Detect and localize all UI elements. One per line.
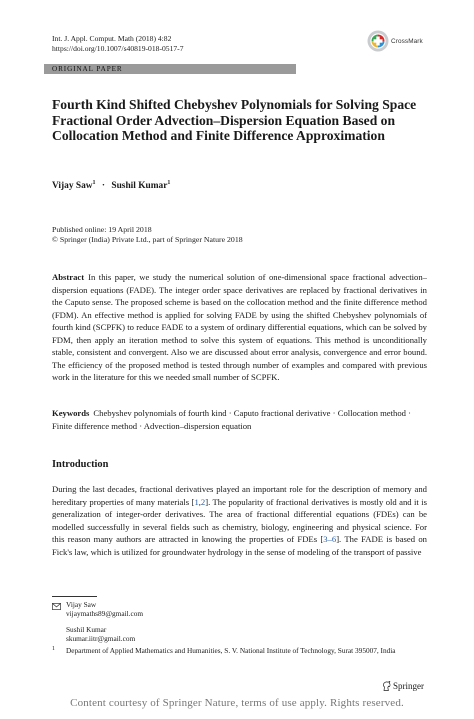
- keywords-label: Keywords: [52, 408, 90, 418]
- author-name[interactable]: Sushil Kumar: [111, 181, 168, 192]
- author-separator: ·: [101, 181, 106, 192]
- coauthor-contact: [66, 625, 135, 644]
- contact-name: Vijay Saw: [66, 600, 97, 609]
- abstract-label: Abstract: [52, 272, 85, 282]
- courtesy-notice: Content courtesy of Springer Nature, terms of use apply. Rights reserved.: [70, 697, 404, 709]
- citation-link[interactable]: 3–6: [323, 534, 337, 545]
- envelope-icon: [52, 603, 61, 610]
- doi-link[interactable]: https://doi.org/10.1007/s40819-018-0517-7: [52, 44, 184, 53]
- publication-info: [52, 225, 243, 246]
- intro-text: ]. The popularity of fractional derivatives is mostly old and it is generalization of integer-order derivatives. The area of fractional differential equations (FDEs) can be modelled successfully in several fields such as chemistry, biology, engineering and physical science. For this reason many authors are attracted in knowing the properties of FDEs [: [52, 496, 428, 545]
- section-heading: Introduction: [52, 459, 109, 470]
- author-list: [52, 180, 170, 191]
- crossmark-badge[interactable]: [367, 30, 423, 52]
- introduction-paragraph: [52, 483, 427, 559]
- published-date: Published online: 19 April 2018: [52, 225, 152, 234]
- affiliation-footnote-marker: 1: [52, 646, 55, 652]
- copyright-line: © Springer (India) Private Ltd., part of Springer Nature 2018: [52, 235, 243, 245]
- contact-name: Sushil Kumar: [66, 625, 107, 634]
- footnote-divider: [52, 596, 97, 597]
- citation-link[interactable]: 2: [200, 496, 206, 507]
- contact-email[interactable]: skumar.iitr@gmail.com: [66, 634, 136, 644]
- author-name[interactable]: Vijay Saw: [52, 181, 93, 192]
- abstract-text: In this paper, we study the numerical solution of one-dimensional space fractional advection–dispersion equations (FADE). The integer order space derivatives are replaced by fractional derivatives in the Caputo sense. The proposed scheme is based on the collocation method and the finite difference method (FDM). An effective method is applied for solving FADE by using the shifted Chebyshev polynomials of fourth kind (SCPFK) to reduce FADE to a system of ordinary differential equations, which can be solved by FDM, then apply an iteration method to solve this system of equations. This method is unconditionally stable, consistent and convergent. Also we are discussed about error analysis, convergence and error bound. The efficiency of the proposed method is tested through number of examples and compared with previous work in the literature for this we needed small number of SCPFK.: [52, 272, 427, 382]
- journal-info: [52, 34, 184, 54]
- corresponding-contact: [66, 600, 143, 619]
- paper-type-label: ORIGINAL PAPER: [52, 65, 123, 73]
- citation-separator: ,: [198, 496, 201, 507]
- publisher-logo: [382, 681, 424, 691]
- keywords-section: [52, 407, 427, 432]
- citation-link[interactable]: 1: [194, 496, 199, 507]
- affiliation-marker: 1: [92, 180, 96, 186]
- affiliation-marker: 1: [167, 180, 171, 186]
- contact-email[interactable]: vijaymaths89@gmail.com: [66, 609, 144, 619]
- intro-text: ]. The FADE is based on Fick's law, which is utilized for groundwater hydrology in the sense of modeling of the transport of passive: [52, 534, 427, 557]
- paper-title: Fourth Kind Shifted Chebyshev Polynomials for Solving Space Fractional Order Advection–Dispersion Equation Based on Collocation Method and Finite Difference Approximation: [52, 97, 417, 143]
- intro-text: During the last decades, fractional derivatives played an important role for the description of memory and hereditary properties of many materials [: [52, 484, 427, 507]
- crossmark-icon: [367, 30, 389, 52]
- crossmark-label: CrossMark: [391, 37, 423, 45]
- abstract-section: [52, 271, 427, 384]
- affiliation-footnote: Department of Applied Mathematics and Humanities, S. V. National Institute of Technology, Surat 395007, India: [66, 646, 396, 655]
- keywords-text: Chebyshev polynomials of fourth kind · Caputo fractional derivative · Collocation method · Finite difference method · Advection–dispersion equation: [52, 408, 411, 431]
- springer-horse-icon: [382, 681, 391, 691]
- journal-citation: Int. J. Appl. Comput. Math (2018) 4:82: [52, 34, 172, 43]
- publisher-name: Springer: [393, 681, 424, 691]
